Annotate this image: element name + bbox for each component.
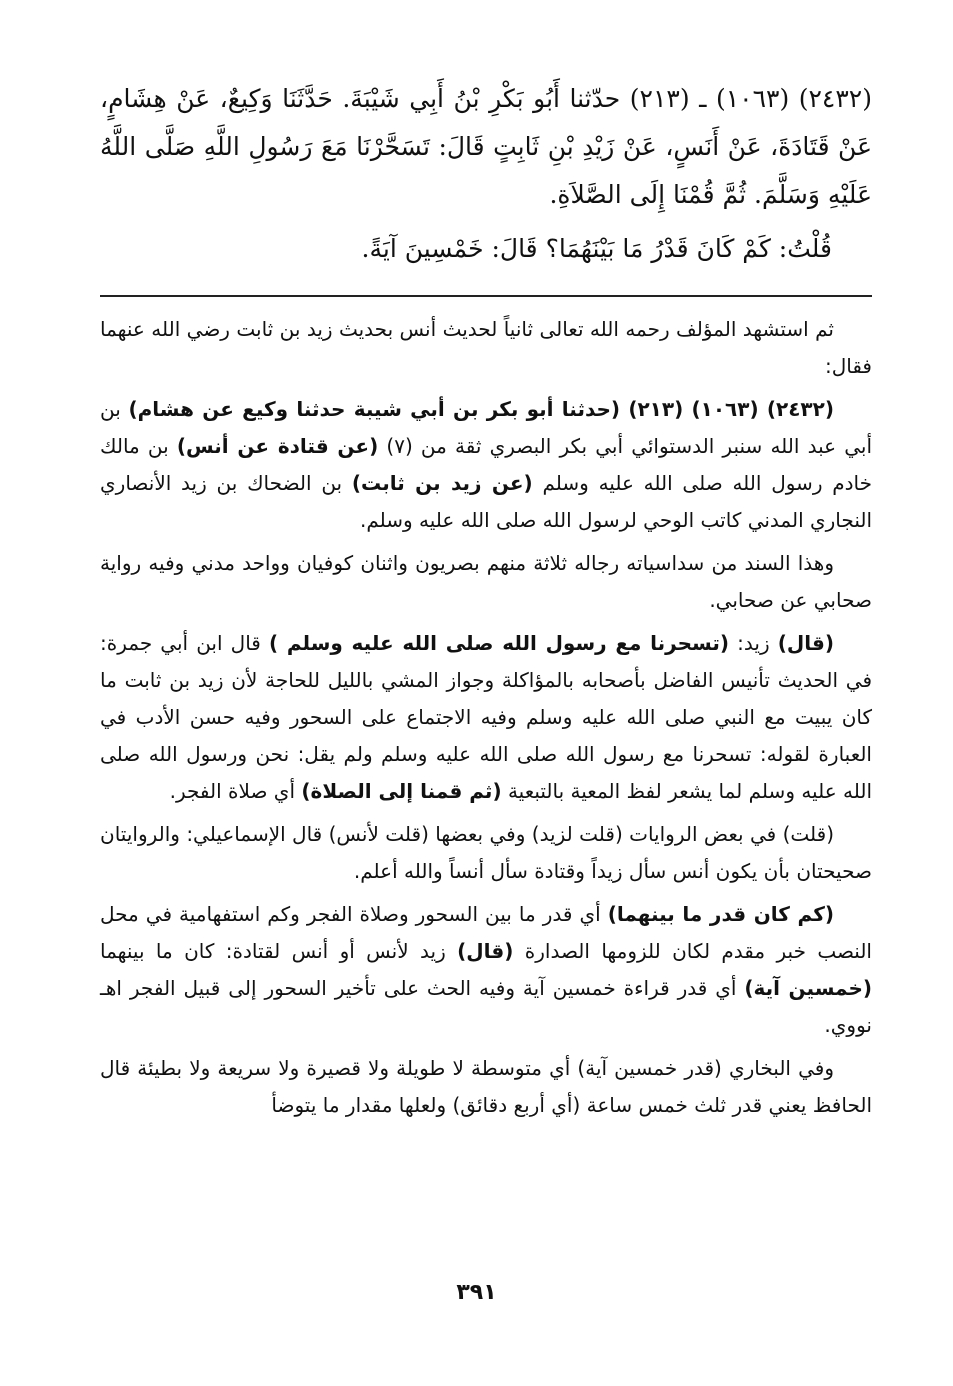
bold-text: (عن قتادة عن أنس): [176, 434, 379, 458]
text: أي قدر ما بين السحور وصلاة الفجر وكم استفهامية في محل النصب خبر مقدم لكان للزومها الصدارة: [100, 902, 872, 963]
bold-text: (تسحرنا مع رسول الله صلى الله عليه وسلم ): [268, 631, 730, 655]
hadith-question: قُلْتُ: كَمْ كَانَ قَدْرُ مَا بَيْنَهُمَا؟ قَالَ: خَمْسِينَ آيَةً.: [361, 234, 832, 263]
bold-text: (خمسين آية): [744, 976, 873, 1000]
bold-text: (قال): [457, 939, 514, 963]
text: زيد:: [729, 631, 778, 655]
commentary-paragraph-5: (قلت) في بعض الروايات (قلت لزيد) وفي بعضها (قلت لأنس) قال الإسماعيلي: والروايتان صحيحتان بأن يكون أنس سأل زيداً وقتادة سأل أنساً والله أعلم.: [100, 822, 872, 883]
hadith-text: (٢٤٣٢) (١٠٦٣) ـ (٢١٣) حدّثنا أَبُو بَكْرِ بْنُ أَبِي شَيْبَةَ. حَدَّثَنَا وَكِيعٌ، عَنْ هِشَامٍ، عَنْ قَتَادَةَ، عَنْ أَنَسٍ، عَنْ زَيْدِ بْنِ ثَابِتٍ قَالَ: تَسَحَّرْنَا مَعَ رَسُولِ اللَّهِ صَلَّى اللَّهُ عَلَيْهِ وَسَلَّمَ. ثُمَّ قُمْنَا إِلَى الصَّلاَةِ.: [100, 84, 872, 209]
text: قال ابن أبي جمرة: في الحديث تأنيس الفاضل بأصحابه بالمؤاكلة وجواز المشي بالليل للحاجة لأن زيد بن ثابت ما كان يبيت مع النبي صلى الله عليه وسلم وفيه الاجتماع على السحور وفيه حسن الأدب في العبارة لقوله: تسحرنا مع رسول الله صلى الله عليه وسلم ولم يقل: نحن ورسول الله صلى الله عليه وسلم لما يشعر لفظ المعية بالتبعية: [100, 631, 872, 803]
bold-text: (كم كان قدر ما بينهما): [607, 902, 835, 926]
text: بن أبي عبد الله سنبر الدستوائي أبي بكر البصري ثقة من (٧): [100, 397, 873, 458]
commentary-paragraph-1: ثم استشهد المؤلف رحمه الله تعالى ثانياً لحديث أنس بحديث زيد بن ثابت رضي الله عنهما فقال:: [100, 317, 872, 378]
bold-text: (ثم قمنا إلى الصلاة): [301, 779, 502, 803]
commentary-paragraph-3: وهذا السند من سداسياته رجاله ثلاثة منهم بصريون واثنان كوفيان وواحد مدني وفيه رواية صحابي عن صحابي.: [100, 551, 872, 612]
divider: [100, 295, 872, 297]
commentary-paragraph-7: وفي البخاري (قدر خمسين آية) أي متوسطة لا طويلة ولا قصيرة ولا سريعة ولا بطيئة قال الحافظ يعني قدر ثلث خمس ساعة (أي أربع دقائق) ولعلها مقدار ما يتوضأ: [100, 1056, 872, 1117]
page-content: [100, 75, 872, 1130]
bold-text: (٢٤٣٢) (١٠٦٣) (٢١٣) (حدثنا أبو بكر بن أبي شيبة حدثنا وكيع عن هشام): [128, 397, 834, 421]
text: زيد لأنس أو أنس لقتادة: كان ما بينهما: [100, 939, 458, 963]
commentary-paragraph-2: [100, 391, 872, 539]
text: بن مالك خادم رسول الله صلى الله عليه وسلم: [100, 434, 872, 495]
page-number: ٣٩١: [456, 1280, 497, 1305]
bold-text: (عن زيد بن ثابت): [351, 471, 533, 495]
text: بن الضحاك بن زيد الأنصاري النجاري المدني كاتب الوحي لرسول الله صلى الله عليه وسلم.: [100, 471, 872, 532]
commentary-paragraph-6: [100, 896, 872, 1044]
text: أي صلاة الفجر.: [169, 779, 302, 803]
bold-text: (قال): [777, 631, 834, 655]
text: أي قدر قراءة خمسين آية وفيه الحث على تأخير السحور إلى قبيل الفجر اهـ نووي.: [100, 976, 872, 1037]
commentary-paragraph-4: [100, 625, 872, 810]
